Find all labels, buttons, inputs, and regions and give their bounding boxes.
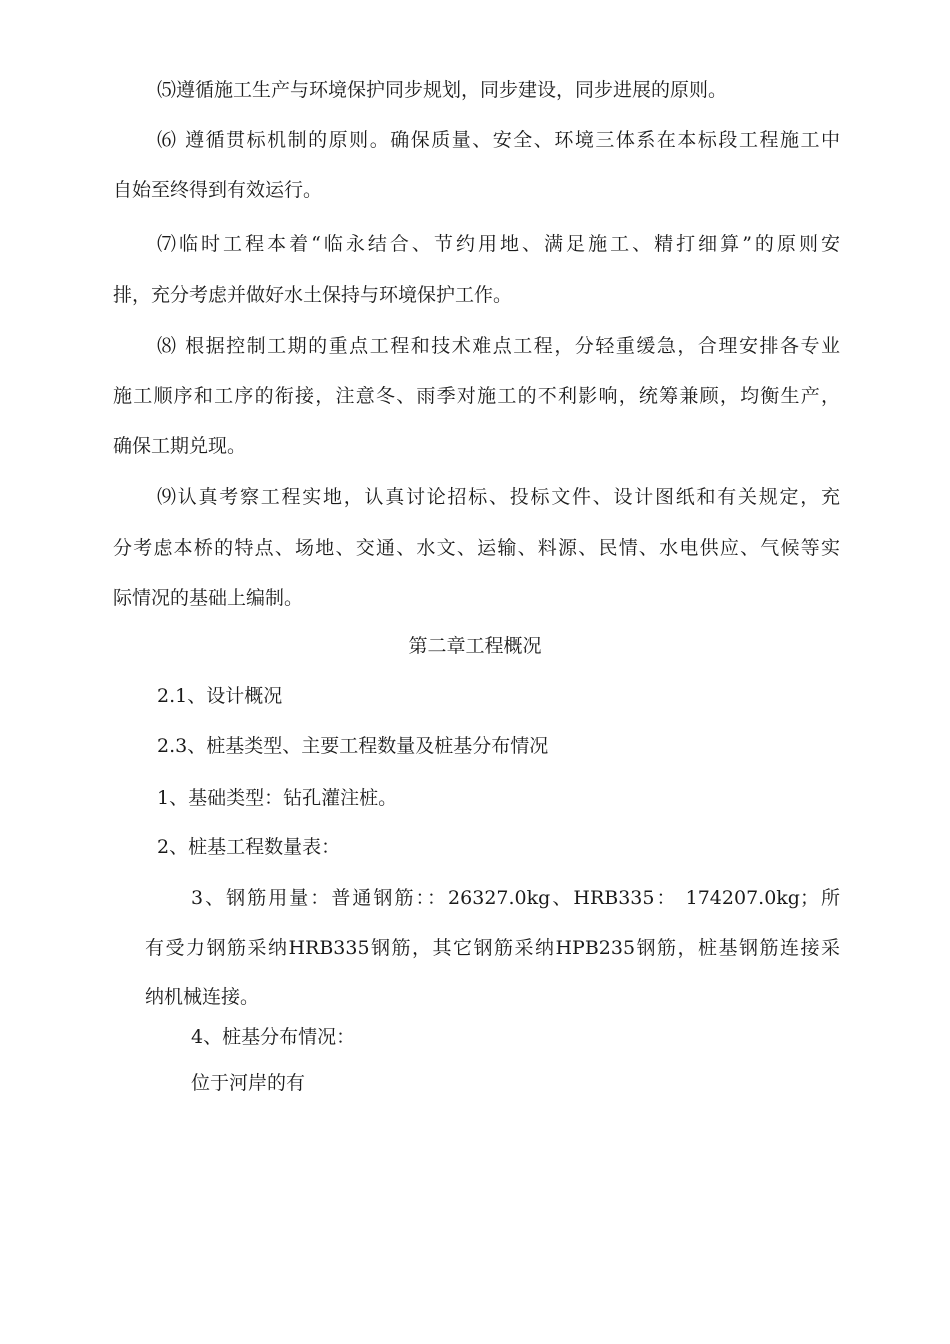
paragraph-7-line-1: ⑺临时工程本着“临永结合、节约用地、满足施工、精打细算”的原则安	[157, 233, 840, 255]
item-3-line-1: 3、钢筋用量：普通钢筋：：26327.0kg、HRB335： 174207.0kg；所	[191, 887, 840, 909]
paragraph-9-line-3: 际情况的基础上编制。	[113, 587, 304, 609]
paragraph-8-line-1: ⑻ 根据控制工期的重点工程和技术难点工程，分轻重缓急，合理安排各专业	[157, 335, 840, 357]
item-3-line-3: 纳机械连接。	[145, 986, 260, 1008]
item-4-text: 位于河岸的有	[191, 1072, 306, 1094]
paragraph-8-line-2: 施工顺序和工序的衔接，注意冬、雨季对施工的不利影响，统筹兼顾，均衡生产，	[113, 385, 840, 407]
paragraph-9-line-2: 分考虑本桥的特点、场地、交通、水文、运输、料源、民情、水电供应、气候等实	[113, 537, 840, 559]
chapter-title: 第二章工程概况	[408, 635, 542, 657]
item-4: 4、桩基分布情况：	[191, 1026, 356, 1048]
section-2-3: 2.3、桩基类型、主要工程数量及桩基分布情况	[157, 735, 549, 757]
item-2: 2、桩基工程数量表：	[157, 836, 341, 858]
paragraph-6-line-2: 自始至终得到有效运行。	[113, 179, 323, 201]
paragraph-6-line-1: ⑹ 遵循贯标机制的原则。确保质量、安全、环境三体系在本标段工程施工中	[157, 129, 840, 151]
section-2-1: 2.1、设计概况	[157, 685, 283, 707]
paragraph-8-line-3: 确保工期兑现。	[113, 435, 247, 457]
paragraph-5-line-1: ⑸遵循施工生产与环境保护同步规划，同步建设，同步进展的原则。	[157, 79, 728, 101]
paragraph-7-line-2: 排，充分考虑并做好水土保持与环境保护工作。	[113, 284, 513, 306]
item-3-line-2: 有受力钢筋采纳HRB335钢筋，其它钢筋采纳HPB235钢筋，桩基钢筋连接采	[145, 937, 840, 959]
paragraph-9-line-1: ⑼认真考察工程实地，认真讨论招标、投标文件、设计图纸和有关规定，充	[157, 486, 840, 508]
item-1: 1、基础类型：钻孔灌注桩。	[157, 787, 398, 809]
